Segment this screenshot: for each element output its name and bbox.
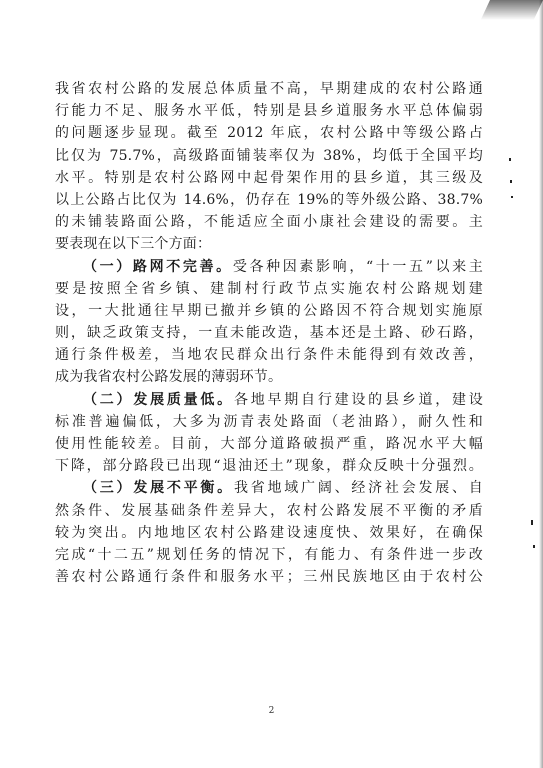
text-line: 较为突出。内地地区农村公路建设速度快、效果好，在确保 [55, 524, 483, 541]
section-line: （三）发展不平衡。我省地域广阔、经济社会发展、自 [83, 480, 483, 497]
scan-speck [511, 196, 513, 198]
section-line: （二）发展质量低。各地早期自行建设的县乡道，建设 [83, 391, 483, 408]
text-line: 水平。特别是农村公路网中起骨架作用的县乡道，其三级及 [55, 169, 483, 186]
text-line: 的问题逐步显现。截至 2012 年底，农村公路中等级公路占 [55, 125, 483, 142]
text-line: 则，缺乏政策支持，一直未能改造，基本还是土路、砂石路， [55, 325, 483, 342]
section-line: （一）路网不完善。受各种因素影响，“十一五”以来主 [83, 258, 483, 275]
body-text [55, 78, 483, 588]
text-line: 然条件、发展基础条件差异大，农村公路发展不平衡的矛盾 [55, 502, 483, 519]
text-line: 完成“十二五”规划任务的情况下，有能力、有条件进一步改 [55, 546, 483, 563]
text-line: 我省农村公路的发展总体质量不高，早期建成的农村公路通 [55, 81, 483, 97]
text-line: 使用性能较差。目前，大部分道路破损严重，路况水平大幅 [55, 436, 483, 452]
text-line: 成为我省农村公路发展的薄弱环节。 [55, 369, 283, 386]
text-line: 善农村公路通行条件和服务水平；三州民族地区由于农村公 [55, 569, 483, 586]
text-line: 设，一大批通往早期已撤并乡镇的公路因不符合规划实施原 [55, 302, 483, 319]
scan-speck [533, 545, 535, 548]
page-number: 2 [268, 706, 275, 716]
text-line: 比仅为 75.7%，高级路面铺装率仅为 38%，均低于全国平均 [55, 147, 483, 164]
section-heading: （三）发展不平衡。 [83, 480, 234, 497]
text-line: 标准普遍偏低，大多为沥青表处路面（老油路），耐久性和 [55, 413, 483, 430]
section-heading: （二）发展质量低。 [83, 391, 234, 408]
text-line: 的未铺装路面公路，不能适应全面小康社会建设的需要。主 [55, 214, 483, 231]
scan-corner-shadow [481, 0, 543, 20]
scan-speck [531, 520, 533, 525]
scan-speck [510, 180, 512, 183]
scan-speck [509, 158, 511, 161]
text-line: 下降，部分路段已出现“退油还土”现象，群众反映十分强烈。 [55, 458, 483, 475]
text-line: 通行条件极差，当地农民群众出行条件未能得到有效改善， [55, 347, 483, 364]
text-line: 以上公路占比仅为 14.6%，仍存在 19%的等外级公路、38.7% [55, 191, 483, 208]
text-line: 要表现在以下三个方面： [55, 236, 212, 253]
text-line: 要是按照全省乡镇、建制村行政节点实施农村公路规划建 [55, 280, 483, 297]
text-line: 行能力不足、服务水平低，特别是县乡道服务水平总体偏弱 [55, 103, 483, 120]
section-heading: （一）路网不完善。 [83, 258, 233, 275]
scan-edge-shadow [539, 0, 543, 768]
